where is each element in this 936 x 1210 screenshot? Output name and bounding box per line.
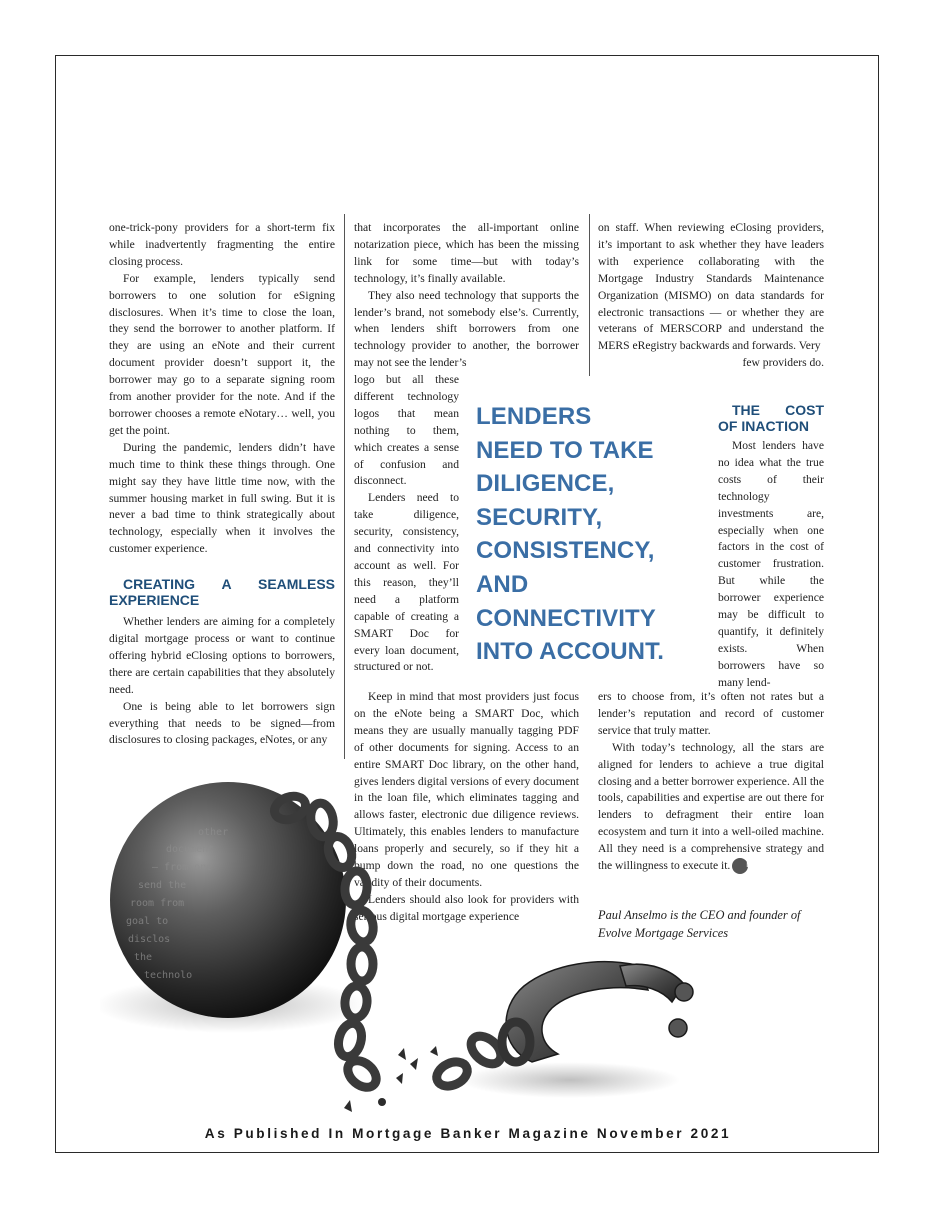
column-2-narrow [354, 372, 459, 676]
chain-link [335, 1021, 365, 1060]
ball-text-line: disclos [128, 934, 171, 945]
col2-paragraph-1: that incorporates the all-important online notarization piece, which has been the missing link for some time—but with today’s technology, it’s finally available. [354, 221, 579, 285]
col2-paragraph-3: Lenders need to take diligence, security, consistency, and connectivity into account as well. For this reason, they’ll need a platform capable of creating a SMART Doc for every loan document, structured or not. [354, 491, 459, 674]
chain-link [348, 908, 375, 943]
col1-paragraph-1: one-trick-pony providers for a short-term fix while inadvertently fragmenting the entire closing process. [109, 221, 335, 268]
chain-link [433, 1057, 471, 1090]
heading-creating-seamless-experience: CREATING A SEAMLESS EXPERIENCE [109, 576, 335, 609]
col2-paragraph-2b: logo but all these different technology logos that mean nothing to them, which creates a sense of confusion and disconnect. [354, 373, 459, 488]
col3-paragraph-1: on staff. When reviewing eClosing providers, it’s important to ask whether they have leaders with experience collaborating with the Mortgage Industry Standards Maintenance Organization (MISMO) on data standards for electronic transactions — or whether they are veterans of MERSCORP and understand the MERS eRegistry backwards and forwards. Very [598, 221, 824, 353]
ball-text-line: — from one [152, 862, 213, 873]
col2-paragraph-4: Keep in mind that most providers just focus on the eNote being a SMART Doc, which means they are usually manually tagging PDF of other documents for signing. Access to an entire SMART Doc library, on the other hand, gives lenders digital versions of every document in the loan file, which eliminates tagging and allows faster, electronic due diligence reviews. Ultimately, this enables lenders to manufacture loans properly and securely, so if they hit a bump down the road, no one questions the validity of their documents. [354, 690, 579, 889]
column-rule-2 [589, 214, 590, 376]
shackle-arm [620, 964, 684, 1002]
ball-text-line: room from [130, 898, 185, 909]
mb-logo-icon: MB [732, 858, 748, 874]
pull-quote-line: AND [476, 570, 529, 598]
pull-quote-line: INTO ACCOUNT. [476, 638, 664, 666]
ball-text-line: technolo [144, 970, 193, 981]
col1-paragraph-3: During the pandemic, lenders didn’t have much time to think these things through. One might say they have little time now, with the summer housing market in full swing. But it is never a bad time to think strategically about technology, especially when it involves the customer experience. [109, 440, 335, 556]
chain-link [344, 870, 369, 906]
col3-paragraph-2b: ers to choose from, it’s often not rates but a lender’s reputation and record of customer service that truly matter. [598, 690, 824, 737]
pull-quote-line: DILIGENCE, [476, 470, 615, 498]
pull-quote-line: CONSISTENCY, [476, 537, 655, 565]
pull-quote-line: NEED TO TAKE [476, 436, 654, 464]
shackle-rivet [669, 1019, 687, 1037]
ball-text-line: other [198, 827, 229, 838]
col3-paragraph-1b: few providers do. [742, 356, 824, 370]
col1-paragraph-4: Whether lenders are aiming for a completely digital mortgage process or want to continue offering hybrid eClosing options to borrowers, there are certain capabilities that they absolutely need. [109, 615, 335, 696]
ball-text-line: the [134, 952, 153, 963]
pull-quote [476, 400, 708, 669]
col1-paragraph-5: One is being able to let borrowers sign everything that needs to be signed—from disclosures to closing packages, eNotes, or any [109, 699, 335, 747]
col2-paragraph-5: Lenders should also look for providers with serious digital mortgage experience [354, 892, 579, 923]
shackle-rivet [675, 983, 693, 1001]
fragment [410, 1058, 418, 1070]
column-rule-1 [344, 214, 345, 759]
col2-paragraph-2: They also need technology that supports the lender’s brand, not somebody else’s. Currently, when lenders shift borrowers from one technology provider to another, the borrower may not see the lender’s [354, 288, 579, 370]
column-3-narrow [718, 402, 824, 692]
chain-link [343, 1055, 382, 1092]
fragment [344, 1100, 352, 1112]
open-shackle [460, 962, 693, 1098]
author-byline: Paul Anselmo is the CEO and founder of Evolve Mortgage Services [598, 908, 801, 940]
fragment [398, 1048, 406, 1060]
fragment [396, 1073, 403, 1084]
col3-paragraph-3-text: With today’s technology, all the stars are aligned for lenders to achieve a true digital closing and a better borrower experience. All the tools, capabilities and expertise are out there for lenders to defragment their entire loan ecosystem and turn it into a well-oiled machine. All they need is a comprehensive strategy and the willingness to execute it. [598, 740, 824, 873]
ball-text-line: goal to [126, 916, 169, 927]
pull-quote-line: CONNECTIVITY [476, 604, 656, 632]
ball-text-line: document [166, 844, 215, 855]
ball-text-line: send the [138, 880, 187, 891]
publication-footer: As Published In Mortgage Banker Magazine November 2021 [204, 1126, 732, 1141]
pull-quote-line: SECURITY, [476, 503, 603, 531]
chain-link [351, 947, 373, 981]
fragment [378, 1098, 386, 1106]
column-2 [354, 220, 579, 372]
col3-paragraph-2: Most lenders have no idea what the true costs of their technology investments are, especially when one factors in the cost of customer frustration. But while the borrower experience may be difficult to quantify, it definitely exists. When borrowers have so many lend- [718, 439, 824, 689]
pull-quote-line: LENDERS [476, 403, 592, 430]
shackle-shadow [460, 1062, 680, 1098]
heading-cost-of-inaction: THE COST OF INACTION [718, 402, 824, 434]
ball-and-chain-illustration [100, 780, 740, 1120]
chain-link [308, 801, 336, 838]
fragment [430, 1046, 438, 1056]
column-1 [109, 220, 335, 749]
col1-paragraph-2: For example, lenders typically send borrowers to one solution for eSigning disclosures. When it’s time to close the loan, they send the borrower to another platform. If they are using an eNote and their current document provider doesn’t support it, the borrower may go to a separate signing room from another provider for the note. And if the borrower chooses a remote eNotary… well, you get the point. [109, 271, 335, 437]
column-3 [598, 220, 824, 372]
